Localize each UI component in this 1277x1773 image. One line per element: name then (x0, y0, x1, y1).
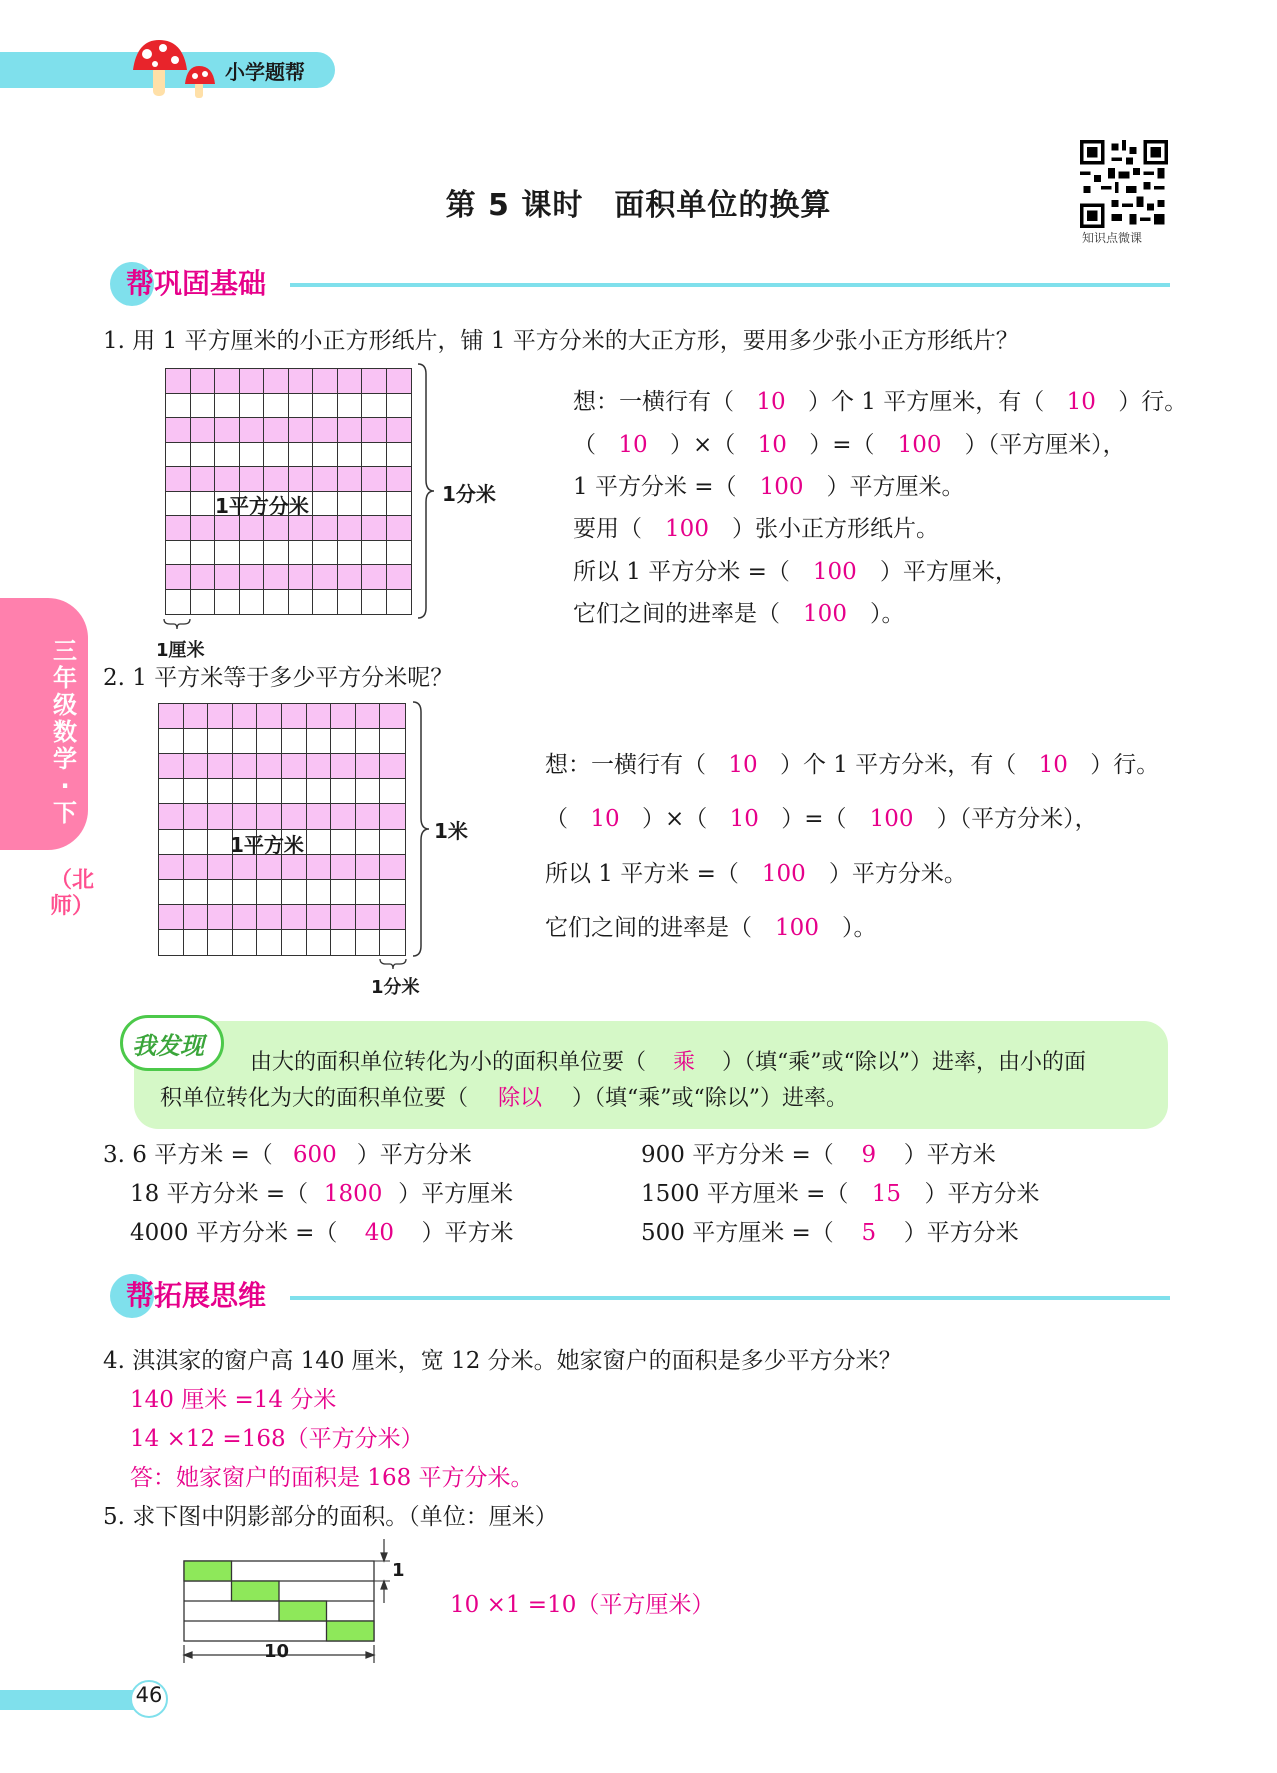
grid-cell (159, 704, 184, 729)
grid-cell (362, 516, 387, 541)
grid-cell (356, 754, 381, 779)
grid-cell (184, 804, 209, 829)
grid-cell (264, 590, 289, 615)
grid-cell (387, 394, 412, 419)
q1-line-4: 要用（ 100 ）张小正方形纸片。 (573, 516, 939, 542)
discovery-label: 我发现 (132, 1032, 204, 1060)
q1-side-label: 1分米 (442, 482, 496, 506)
grid-cell (166, 590, 191, 615)
grid-cell (191, 492, 216, 517)
q1-line-2: （ 10 ）×（ 10 ）=（ 100 ）（平方厘米）， (573, 432, 1126, 458)
grid-cell (264, 541, 289, 566)
grid-cell (282, 779, 307, 804)
grid-cell (387, 467, 412, 492)
grid-cell (240, 590, 265, 615)
grid-cell (215, 443, 240, 468)
grid-cell (166, 369, 191, 394)
q2-grid-label: 1平方米 (230, 833, 304, 857)
q2-line-2: （ 10 ）×（ 10 ）=（ 100 ）（平方分米）， (545, 806, 1098, 832)
section-divider (290, 1296, 1170, 1300)
q4-answer-1: 140 厘米 =14 分米 (130, 1387, 337, 1413)
grid-cell (208, 779, 233, 804)
grid-cell (208, 905, 233, 930)
grid-cell (338, 443, 363, 468)
q1-line-1: 想：一横行有（ 10 ）个 1 平方厘米，有（ 10 ）行。 (573, 389, 1188, 415)
q3-left-2: 18 平方分米 =（ 1800 ）平方厘米 (130, 1181, 514, 1207)
grid-cell (191, 590, 216, 615)
grid-cell (233, 729, 258, 754)
q3-left-1: 3. 6 平方米 =（ 600 ）平方分米 (103, 1142, 472, 1168)
grid-cell (191, 394, 216, 419)
grid-cell (289, 590, 314, 615)
grid-cell (331, 704, 356, 729)
grid-cell (191, 565, 216, 590)
grid-cell (233, 930, 258, 955)
grid-cell (380, 804, 405, 829)
grid-cell (362, 492, 387, 517)
grid-cell (380, 779, 405, 804)
grid-cell (331, 729, 356, 754)
grid-cell (215, 467, 240, 492)
grid-cell (159, 930, 184, 955)
q1-bottom-label: 1厘米 (156, 640, 205, 661)
grid-cell (191, 418, 216, 443)
grid-cell (257, 704, 282, 729)
grid-cell (240, 443, 265, 468)
grid-cell (264, 418, 289, 443)
grid-cell (215, 418, 240, 443)
grid-cell (356, 930, 381, 955)
grid-cell (362, 565, 387, 590)
q1-bottom-brace (162, 617, 192, 631)
grid-cell (307, 930, 332, 955)
grid-cell (362, 394, 387, 419)
grid-cell (282, 704, 307, 729)
grid-cell (208, 880, 233, 905)
grid-cell (362, 443, 387, 468)
grid-cell (338, 541, 363, 566)
grid-cell (362, 369, 387, 394)
grid-cell (338, 492, 363, 517)
grid-cell (166, 492, 191, 517)
grid-cell (307, 779, 332, 804)
discovery-line-2: 积单位转化为大的面积单位要（ 除以 ）（填“乘”或“除以”）进率。 (160, 1086, 849, 1111)
grid-cell (331, 779, 356, 804)
grid-cell (159, 804, 184, 829)
section-divider (290, 283, 1170, 287)
grid-cell (184, 905, 209, 930)
q2-right-brace (411, 700, 431, 958)
grid-cell (233, 880, 258, 905)
q5-figure (180, 1535, 410, 1670)
grid-cell (380, 855, 405, 880)
grid-cell (313, 443, 338, 468)
grid-cell (380, 905, 405, 930)
q5-question: 5. 求下图中阴影部分的面积。（单位：厘米） (103, 1504, 558, 1530)
q5-width-label: 10 (264, 1641, 290, 1662)
grid-cell (191, 369, 216, 394)
grid-cell (159, 880, 184, 905)
section-title-basics: 帮巩固基础 (126, 267, 267, 300)
grid-cell (191, 516, 216, 541)
grid-cell (240, 565, 265, 590)
grid-cell (380, 704, 405, 729)
grid-cell (257, 754, 282, 779)
grid-cell (289, 443, 314, 468)
grid-cell (208, 855, 233, 880)
grid-cell (338, 418, 363, 443)
q5-height-label: 1 (392, 1560, 405, 1581)
q3-right-3: 500 平方厘米 =（ 5 ）平方分米 (641, 1220, 1019, 1246)
q1-line-5: 所以 1 平方分米 =（ 100 ）平方厘米， (573, 559, 1018, 585)
grid-cell (215, 516, 240, 541)
grid-cell (289, 541, 314, 566)
grid-cell (380, 830, 405, 855)
grid-cell (307, 830, 332, 855)
grid-cell (387, 418, 412, 443)
grid-cell (338, 369, 363, 394)
q1-right-brace (416, 362, 436, 620)
q3-right-1: 900 平方分米 =（ 9 ）平方米 (641, 1142, 996, 1168)
grid-cell (313, 590, 338, 615)
grid-cell (313, 565, 338, 590)
section-title-extend: 帮拓展思维 (126, 1279, 267, 1312)
grid-cell (331, 880, 356, 905)
grid-cell (208, 930, 233, 955)
grid-cell (184, 930, 209, 955)
grid-cell (387, 541, 412, 566)
q3-left-3: 4000 平方分米 =（ 40 ）平方米 (130, 1220, 514, 1246)
q1-grid-label: 1平方分米 (215, 494, 309, 518)
grid-cell (380, 930, 405, 955)
grid-cell (264, 467, 289, 492)
grid-cell (257, 880, 282, 905)
grid-cell (338, 590, 363, 615)
grid-cell (387, 492, 412, 517)
q2-line-1: 想：一横行有（ 10 ）个 1 平方分米，有（ 10 ）行。 (545, 752, 1160, 778)
grid-cell (313, 394, 338, 419)
grid-cell (264, 516, 289, 541)
grid-cell (331, 754, 356, 779)
grid-cell (362, 418, 387, 443)
grid-cell (282, 855, 307, 880)
grid-cell (380, 729, 405, 754)
grid-cell (191, 467, 216, 492)
q4-answer-2: 14 ×12 =168（平方分米） (130, 1426, 424, 1452)
grid-cell (289, 516, 314, 541)
brand-name: 小学题帮 (225, 60, 305, 84)
grid-cell (356, 855, 381, 880)
grid-cell (307, 754, 332, 779)
grid-cell (362, 590, 387, 615)
grid-cell (338, 394, 363, 419)
grid-cell (289, 418, 314, 443)
grid-cell (356, 729, 381, 754)
grid-cell (282, 905, 307, 930)
grid-cell (257, 930, 282, 955)
grid-cell (159, 830, 184, 855)
q2-line-4: 它们之间的进率是（ 100 ）。 (545, 915, 877, 941)
grid-cell (282, 804, 307, 829)
grid-cell (331, 855, 356, 880)
grid-cell (159, 729, 184, 754)
q1-question: 1. 用 1 平方厘米的小正方形纸片，铺 1 平方分米的大正方形，要用多少张小正方形纸片？ (103, 328, 1019, 354)
grid-cell (282, 754, 307, 779)
grid-cell (240, 516, 265, 541)
grid-cell (289, 369, 314, 394)
grid-cell (166, 443, 191, 468)
grid-cell (184, 704, 209, 729)
grid-cell (208, 804, 233, 829)
grid-cell (362, 541, 387, 566)
grid-cell (331, 804, 356, 829)
grid-cell (240, 369, 265, 394)
grid-cell (166, 541, 191, 566)
grid-cell (215, 369, 240, 394)
grid-cell (159, 905, 184, 930)
q3-right-2: 1500 平方厘米 =（ 15 ）平方分米 (641, 1181, 1040, 1207)
grid-cell (356, 905, 381, 930)
grid-cell (233, 804, 258, 829)
grid-cell (307, 804, 332, 829)
q2-line-3: 所以 1 平方米 =（ 100 ）平方分米。 (545, 861, 967, 887)
grid-cell (307, 855, 332, 880)
grid-cell (208, 704, 233, 729)
grid-cell (184, 880, 209, 905)
qr-code-icon[interactable] (1080, 140, 1168, 228)
grid-cell (282, 729, 307, 754)
q1-line-6: 它们之间的进率是（ 100 ）。 (573, 601, 905, 627)
grid-cell (240, 467, 265, 492)
q5-answer: 10 ×1 =10（平方厘米） (450, 1592, 715, 1618)
grid-cell (331, 830, 356, 855)
grid-cell (184, 855, 209, 880)
discovery-line-1: 由大的面积单位转化为小的面积单位要（ 乘 ）（填“乘”或“除以”）进率，由小的面 (250, 1050, 1087, 1075)
grid-cell (356, 830, 381, 855)
grid-cell (331, 930, 356, 955)
grid-cell (307, 905, 332, 930)
grid-cell (387, 443, 412, 468)
q2-side-label: 1米 (434, 819, 468, 843)
grid-cell (191, 541, 216, 566)
grid-cell (338, 516, 363, 541)
grid-cell (387, 516, 412, 541)
grid-cell (380, 880, 405, 905)
grid-cell (184, 830, 209, 855)
mushroom-logo-icon (125, 34, 225, 104)
q2-bottom-label: 1分米 (371, 977, 420, 998)
grid-cell (307, 880, 332, 905)
grid-cell (387, 590, 412, 615)
grid-cell (215, 541, 240, 566)
q1-line-3: 1 平方分米 =（ 100 ）平方厘米。 (573, 474, 965, 500)
side-edition-label: （北师） (50, 868, 95, 919)
grid-cell (289, 467, 314, 492)
grid-cell (257, 729, 282, 754)
grid-cell (289, 565, 314, 590)
grid-cell (208, 729, 233, 754)
grid-cell (362, 467, 387, 492)
grid-cell (380, 754, 405, 779)
grid-cell (184, 754, 209, 779)
grid-cell (184, 729, 209, 754)
grid-cell (159, 754, 184, 779)
grid-cell (233, 754, 258, 779)
grid-cell (313, 541, 338, 566)
grid-cell (166, 418, 191, 443)
grid-cell (313, 418, 338, 443)
grid-cell (240, 541, 265, 566)
grid-cell (338, 467, 363, 492)
grid-cell (257, 779, 282, 804)
grid-cell (356, 704, 381, 729)
grid-cell (356, 779, 381, 804)
grid-cell (215, 565, 240, 590)
grid-cell (257, 855, 282, 880)
grid-cell (313, 492, 338, 517)
grid-cell (313, 369, 338, 394)
grid-cell (257, 804, 282, 829)
grid-cell (264, 369, 289, 394)
page-title: 第 5 课时 面积单位的换算 (445, 188, 832, 223)
grid-cell (264, 394, 289, 419)
grid-cell (233, 855, 258, 880)
grid-cell (233, 905, 258, 930)
q4-question: 4. 淇淇家的窗户高 140 厘米，宽 12 分米。她家窗户的面积是多少平方分米？ (103, 1348, 902, 1374)
grid-cell (166, 467, 191, 492)
page-number: 46 (135, 1683, 163, 1707)
grid-cell (159, 855, 184, 880)
grid-cell (307, 729, 332, 754)
grid-cell (313, 516, 338, 541)
grid-cell (356, 880, 381, 905)
grid-cell (313, 467, 338, 492)
grid-cell (338, 565, 363, 590)
grid-cell (159, 779, 184, 804)
grid-cell (215, 590, 240, 615)
q4-answer-3: 答：她家窗户的面积是 168 平方分米。 (130, 1465, 534, 1491)
grid-cell (282, 880, 307, 905)
grid-cell (257, 905, 282, 930)
grid-cell (289, 394, 314, 419)
grid-cell (387, 565, 412, 590)
grid-cell (356, 804, 381, 829)
grid-cell (307, 704, 332, 729)
grid-cell (191, 443, 216, 468)
grid-cell (282, 930, 307, 955)
grid-cell (166, 516, 191, 541)
grid-cell (166, 565, 191, 590)
grid-cell (184, 779, 209, 804)
grid-cell (264, 565, 289, 590)
grid-cell (331, 905, 356, 930)
q2-bottom-brace (378, 957, 408, 971)
side-grade-label: 三年级数学·下 (53, 637, 77, 827)
q2-question: 2. 1 平方米等于多少平方分米呢？ (103, 665, 454, 691)
grid-cell (264, 443, 289, 468)
grid-cell (240, 418, 265, 443)
grid-cell (215, 394, 240, 419)
grid-cell (166, 394, 191, 419)
grid-cell (233, 704, 258, 729)
grid-cell (240, 394, 265, 419)
qr-caption: 知识点微课 (1082, 231, 1143, 245)
grid-cell (208, 754, 233, 779)
grid-cell (387, 369, 412, 394)
grid-cell (233, 779, 258, 804)
